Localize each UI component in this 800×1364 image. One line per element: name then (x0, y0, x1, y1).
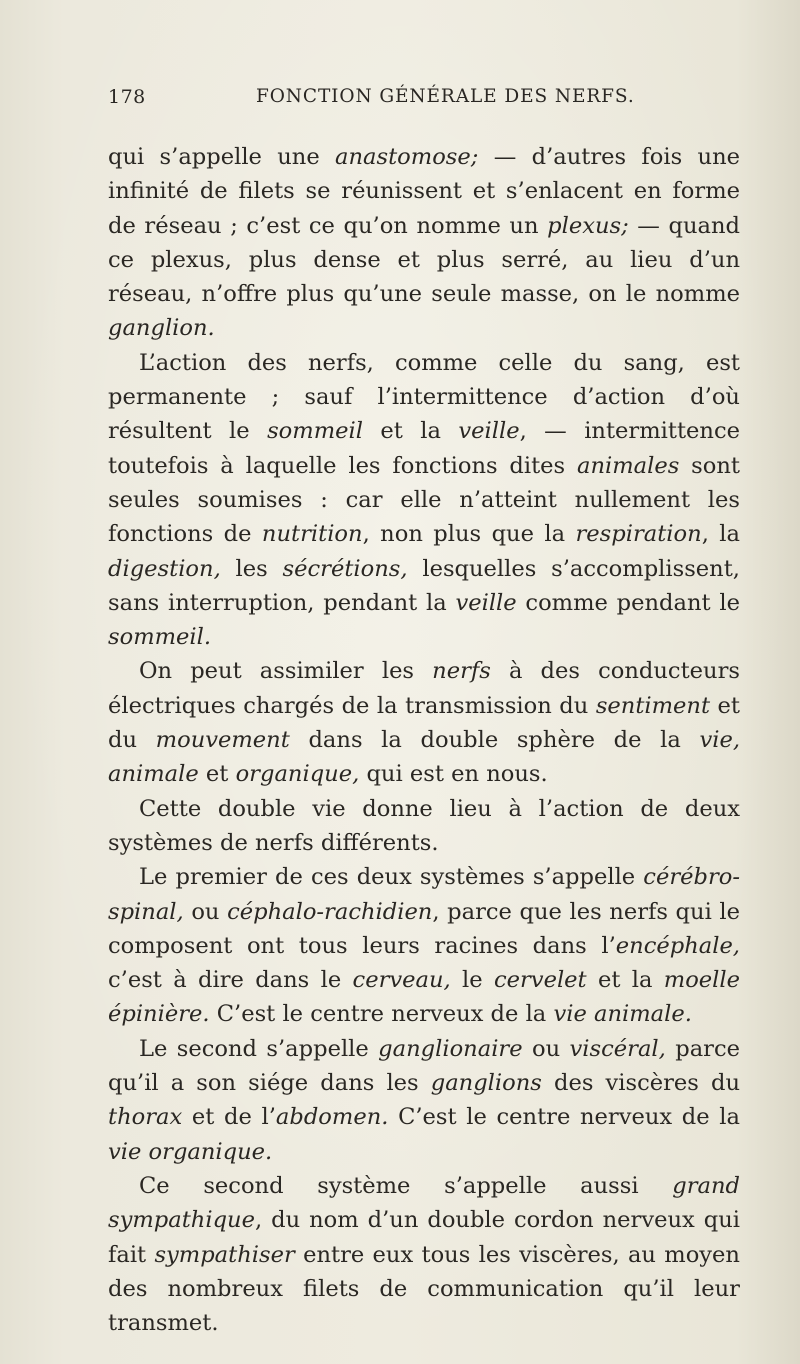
italic-text: encéphale, (615, 932, 740, 959)
italic-text: vie animale. (553, 1001, 692, 1028)
italic-text: vie, animale (108, 727, 740, 788)
italic-text: sympathiser (154, 1241, 295, 1268)
text-run: Le premier de ces deux systèmes s’appelle (139, 864, 644, 891)
paragraph (108, 792, 740, 861)
text-run: et du (108, 692, 741, 754)
text-run: à des conducteurs électriques chargés de la transmission du (108, 658, 740, 719)
text-run: qui s’appelle une (108, 144, 336, 170)
text-run: , non plus que la (362, 521, 576, 548)
italic-text: digestion, (108, 555, 221, 582)
text-run: des viscères du (541, 1070, 740, 1097)
text-run: c’est à dire dans le (108, 967, 353, 994)
text-run: L’action des nerfs, comme celle du sang, est permanente ; sauf l’intermittence d’action d’où résultent le (108, 349, 740, 445)
paragraph (108, 1169, 740, 1340)
italic-text: veille (458, 418, 520, 445)
italic-text: ganglions (430, 1070, 542, 1097)
text-run: Ce second système s’appelle aussi (139, 1172, 673, 1199)
italic-text: vie organique. (108, 1138, 273, 1165)
italic-text: ganglionaire (378, 1035, 523, 1062)
text-run: Le second s’appelle (139, 1035, 379, 1062)
text-run: ou (522, 1035, 570, 1062)
text-run: qui est en nous. (359, 761, 548, 788)
body-text (108, 140, 740, 1340)
text-run: Cette double vie donne lieu à l’action de deux systèmes de nerfs différents. (108, 795, 740, 856)
text-run: C’est le centre nerveux de la (209, 1001, 554, 1028)
text-run: parce qu’il a son siége dans les (108, 1035, 740, 1097)
text-run: — d’autres fois une infinité de filets se réunissent et s’enlacent en forme de réseau ; c’est ce qu’on nomme un (108, 144, 740, 239)
italic-text: abdomen. (275, 1104, 389, 1131)
text-run: — quand ce plexus, plus dense et plus serré, au lieu d’un réseau, n’offre plus qu’une seule masse, on le nomme (108, 212, 740, 308)
italic-text: sécrétions, (282, 555, 408, 582)
italic-text: céphalo-rachidien (227, 898, 433, 925)
italic-text: moelle épinière. (108, 967, 740, 1028)
text-run: On peut assimiler les (139, 658, 433, 685)
italic-text: respiration (575, 521, 702, 548)
italic-text: animales (576, 452, 680, 479)
page-header (108, 86, 738, 116)
paragraph (108, 1032, 740, 1169)
text-run: sont seules soumises : car elle n’atteint nullement les fonctions de (108, 452, 740, 548)
italic-text: sentiment (595, 692, 711, 719)
text-run: le (450, 967, 494, 994)
italic-text: viscéral, (569, 1035, 666, 1062)
italic-text: sommeil. (108, 624, 212, 651)
text-run: et la (586, 967, 664, 994)
italic-text: veille (455, 589, 517, 616)
italic-text: ganglion. (108, 315, 215, 342)
paragraph (108, 654, 740, 791)
text-run: , — intermittence toutefois à laquelle les fonctions dites (108, 418, 740, 479)
text-run: , du nom d’un double cordon nerveux qui fait (108, 1207, 740, 1268)
italic-text: plexus; (547, 212, 629, 239)
italic-text: organique, (235, 761, 360, 788)
paragraph (108, 140, 740, 346)
paragraph (108, 860, 740, 1031)
italic-text: mouvement (155, 727, 290, 754)
text-run: , la (701, 521, 740, 548)
italic-text: sommeil (267, 418, 363, 445)
text-run: comme pendant le (516, 589, 740, 616)
text-run: lesquelles s’accomplissent, sans interruption, pendant la (108, 555, 740, 616)
text-run: et la (362, 418, 459, 445)
text-run: entre eux tous les viscères, au moyen des nombreux filets de communication qu’il leur transmet. (108, 1241, 740, 1337)
text-run: dans la double sphère de la (289, 727, 700, 754)
italic-text: nerfs (432, 658, 491, 685)
text-run: et de l’ (182, 1104, 276, 1131)
text-run: , parce que les nerfs qui le composent ont tous leurs racines dans l’ (108, 898, 740, 959)
italic-text: cérébro-spinal, (108, 864, 740, 925)
italic-text: grand sympathique (108, 1172, 740, 1234)
running-head: FONCTION GÉNÉRALE DES NERFS. (256, 86, 635, 107)
paragraph (108, 346, 740, 655)
italic-text: cerveau, (352, 967, 451, 994)
italic-text: anastomose; (335, 144, 479, 170)
italic-text: thorax (108, 1104, 183, 1131)
text-run: ou (183, 898, 228, 925)
italic-text: cervelet (493, 967, 587, 994)
page-number: 178 (108, 86, 146, 108)
text-run: et (198, 761, 236, 788)
text-run: C’est le centre nerveux de la (388, 1104, 740, 1131)
text-run: les (220, 555, 283, 582)
italic-text: nutrition (261, 521, 363, 548)
